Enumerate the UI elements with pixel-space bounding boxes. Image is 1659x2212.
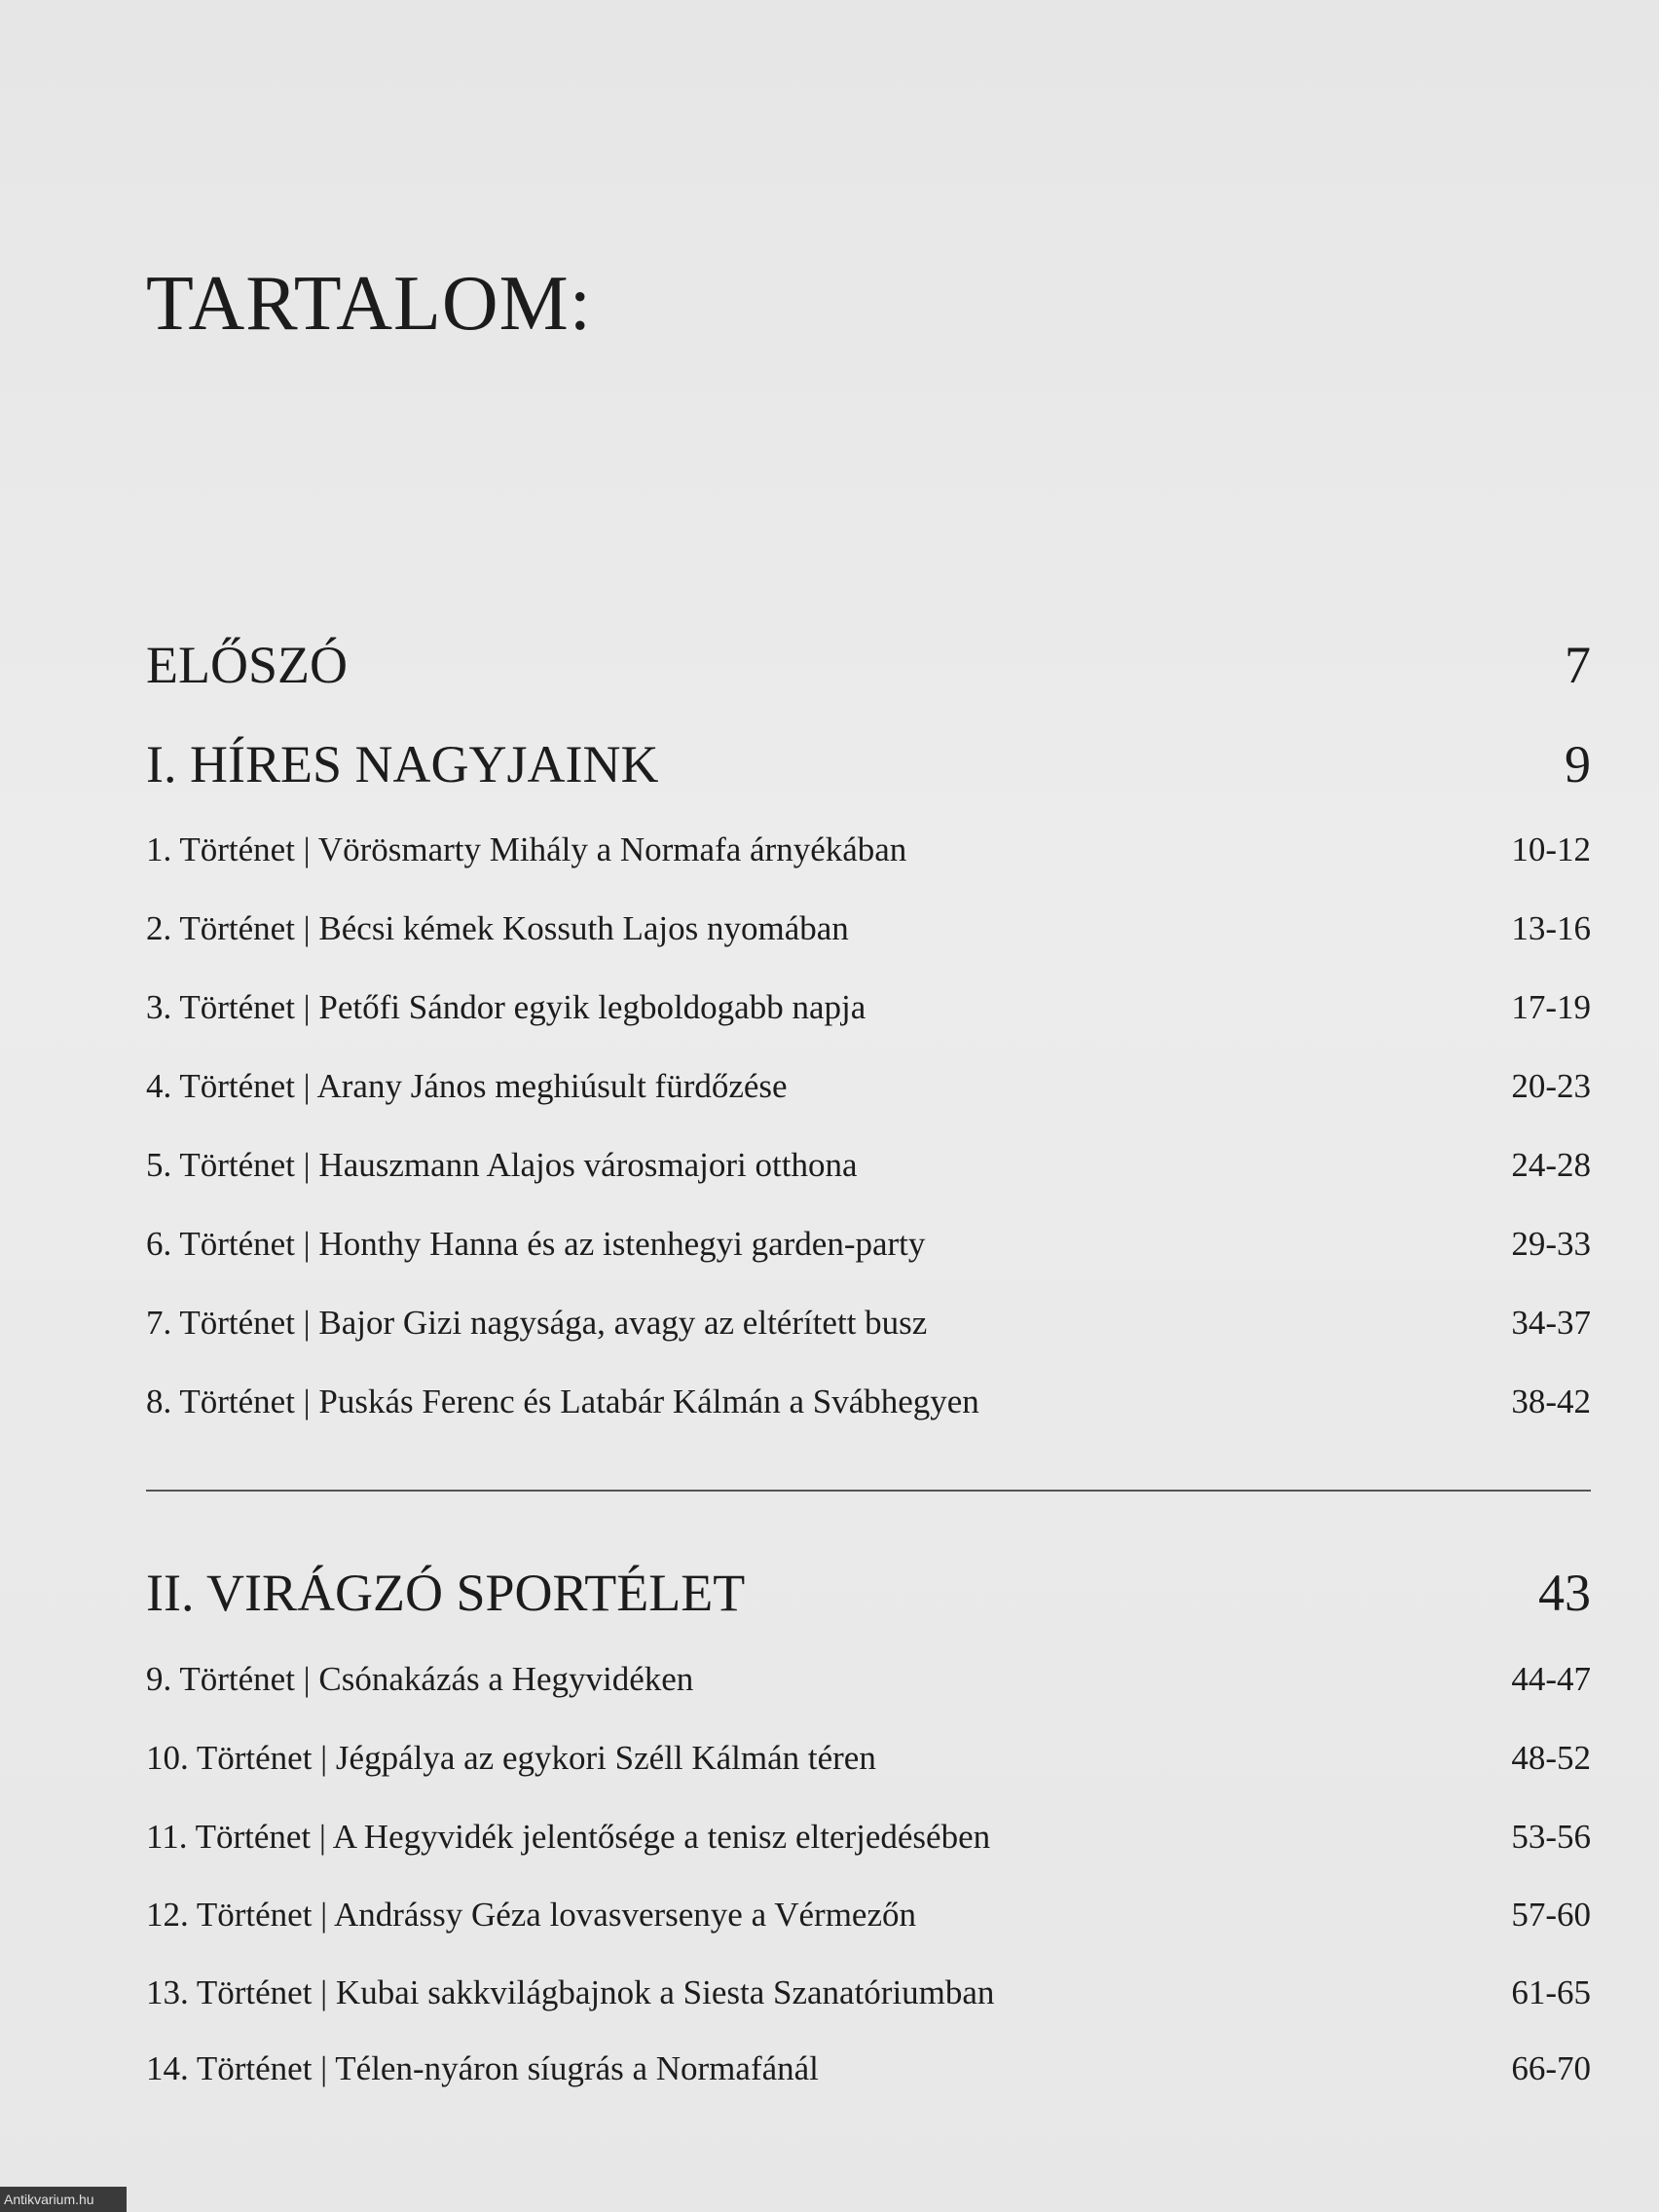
item-label: 4. Történet | Arany János meghiúsult fürdőzése (146, 1067, 788, 1105)
item-page: 20-23 (1511, 1067, 1591, 1105)
toc-item (146, 1896, 1591, 1935)
item-page: 53-56 (1511, 1818, 1591, 1856)
watermark: Antikvarium.hu (0, 2187, 127, 2212)
section-label: ELŐSZÓ (146, 636, 348, 694)
page-title: TARTALOM: (146, 261, 593, 347)
item-page: 44-47 (1511, 1660, 1591, 1698)
toc-item (146, 1225, 1591, 1264)
item-page: 13-16 (1511, 909, 1591, 947)
toc-item (146, 1067, 1591, 1106)
item-page: 29-33 (1511, 1225, 1591, 1263)
item-label: 2. Történet | Bécsi kémek Kossuth Lajos nyomában (146, 909, 849, 947)
section-label: II. VIRÁGZÓ SPORTÉLET (146, 1564, 746, 1622)
toc-item (146, 1739, 1591, 1778)
toc-item (146, 1818, 1591, 1857)
toc-item (146, 2049, 1591, 2088)
section-page: 43 (1538, 1564, 1591, 1622)
item-label: 5. Történet | Hauszmann Alajos városmajori otthona (146, 1146, 858, 1184)
item-page: 38-42 (1511, 1382, 1591, 1420)
item-page: 17-19 (1511, 988, 1591, 1026)
item-label: 6. Történet | Honthy Hanna és az istenhegyi garden-party (146, 1225, 926, 1263)
section-page: 7 (1565, 636, 1591, 694)
item-page: 61-65 (1511, 1973, 1591, 2011)
item-label: 13. Történet | Kubai sakkvilágbajnok a Siesta Szanatóriumban (146, 1973, 995, 2011)
toc-item (146, 1660, 1591, 1699)
section-divider (146, 1490, 1591, 1492)
toc-section-foreword (146, 635, 1591, 695)
item-page: 48-52 (1511, 1739, 1591, 1777)
item-label: 9. Történet | Csónakázás a Hegyvidéken (146, 1660, 694, 1698)
item-label: 1. Történet | Vörösmarty Mihály a Normafa árnyékában (146, 830, 907, 868)
item-label: 3. Történet | Petőfi Sándor egyik legboldogabb napja (146, 988, 866, 1026)
item-label: 7. Történet | Bajor Gizi nagysága, avagy az eltérített busz (146, 1304, 928, 1342)
item-label: 11. Történet | A Hegyvidék jelentősége a tenisz elterjedésében (146, 1818, 991, 1856)
item-page: 10-12 (1511, 830, 1591, 868)
item-label: 14. Történet | Télen-nyáron síugrás a Normafánál (146, 2049, 819, 2087)
toc-item (146, 830, 1591, 869)
toc-item (146, 1304, 1591, 1343)
section-page: 9 (1565, 735, 1591, 793)
toc-section-2 (146, 1563, 1591, 1623)
item-label: 12. Történet | Andrássy Géza lovasversenye a Vérmezőn (146, 1896, 917, 1934)
toc-item (146, 1146, 1591, 1185)
toc-item (146, 1382, 1591, 1421)
toc-item (146, 1973, 1591, 2012)
item-page: 57-60 (1511, 1896, 1591, 1934)
toc-section-1 (146, 734, 1591, 794)
item-page: 66-70 (1511, 2049, 1591, 2087)
item-label: 8. Történet | Puskás Ferenc és Latabár Kálmán a Svábhegyen (146, 1382, 979, 1420)
toc-item (146, 909, 1591, 948)
item-page: 34-37 (1511, 1304, 1591, 1342)
section-label: I. HÍRES NAGYJAINK (146, 735, 659, 793)
toc-item (146, 988, 1591, 1027)
item-label: 10. Történet | Jégpálya az egykori Széll Kálmán téren (146, 1739, 876, 1777)
item-page: 24-28 (1511, 1146, 1591, 1184)
